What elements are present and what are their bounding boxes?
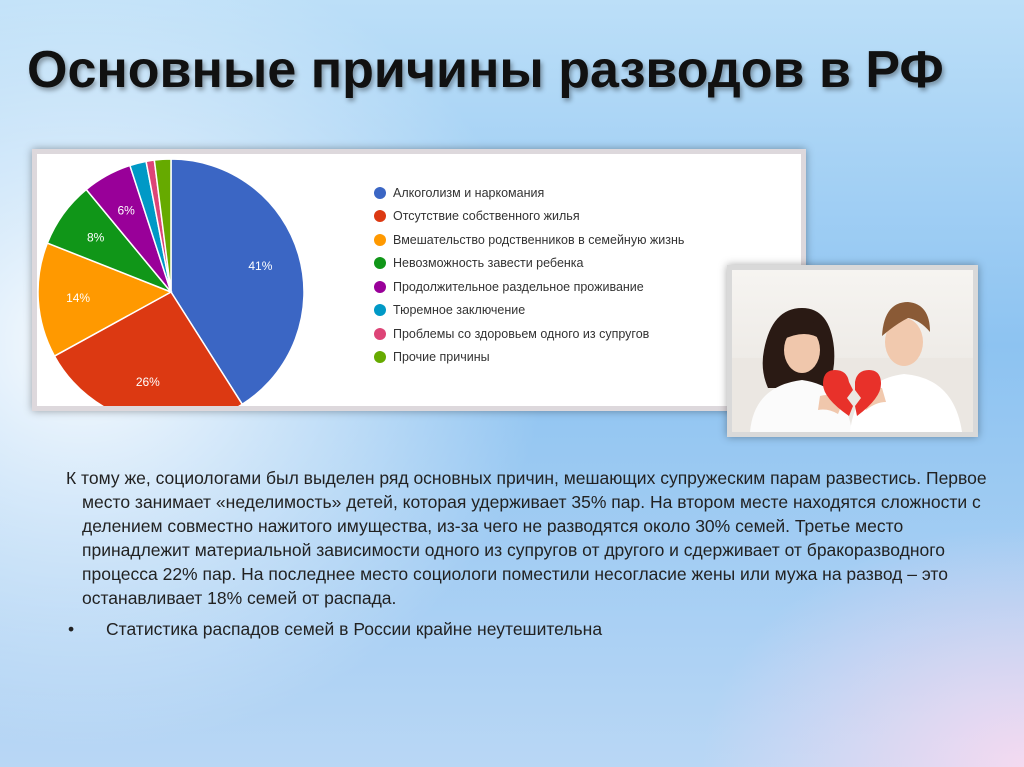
- legend-swatch-6: [374, 304, 386, 316]
- legend-swatch-2: [374, 210, 386, 222]
- legend-label-4: Невозможность завести ребенка: [393, 256, 584, 271]
- legend-swatch-4: [374, 257, 386, 269]
- pie-slice-label-1: 41%: [248, 259, 273, 274]
- couple-photo-illustration: [732, 270, 973, 432]
- legend-swatch-8: [374, 351, 386, 363]
- pie-slice-label-5: 6%: [117, 203, 135, 218]
- legend-item-8: [374, 346, 684, 370]
- legend-item-5: [374, 275, 684, 299]
- legend-item-3: [374, 228, 684, 252]
- legend-swatch-1: [374, 187, 386, 199]
- legend-label-7: Проблемы со здоровьем одного из супругов: [393, 326, 650, 341]
- bullet-item: [66, 617, 996, 641]
- pie-slice-label-3: 14%: [66, 290, 91, 305]
- legend-swatch-3: [374, 234, 386, 246]
- bullet-text: Статистика распадов семей в России крайне неутешительна: [106, 619, 603, 639]
- legend-swatch-5: [374, 281, 386, 293]
- legend-item-2: [374, 205, 684, 229]
- legend-item-4: [374, 252, 684, 276]
- legend-swatch-7: [374, 328, 386, 340]
- legend-item-7: [374, 322, 684, 346]
- legend-label-8: Прочие причины: [393, 350, 490, 365]
- legend-label-5: Продолжительное раздельное проживание: [393, 279, 644, 294]
- legend-label-2: Отсутствие собственного жилья: [393, 209, 580, 224]
- description-paragraph: К тому же, социологами был выделен ряд основных причин, мешающих супружеским парам развестись. Первое место занимает «неделимость» детей, которая удерживает 35% пар. На втором месте находятся сложности с делением совместно нажитого имущества, из-за чего не разводятся около 30% семей. Третье место принадлежит материальной зависимости одного из супругов от другого и сдерживает от бракоразводного процесса 22% пар. На последнее место социологи поместили несогласие жены или мужа на развод – это останавливает 18% семей от распада.: [66, 468, 987, 608]
- chart-legend: [374, 181, 684, 369]
- legend-label-1: Алкоголизм и наркомания: [393, 185, 545, 200]
- pie-slice-label-4: 8%: [87, 230, 105, 245]
- pie-slice-label-2: 26%: [135, 375, 160, 390]
- legend-item-6: [374, 299, 684, 323]
- bullet-marker: •: [68, 619, 75, 639]
- legend-item-1: [374, 181, 684, 205]
- legend-label-6: Тюремное заключение: [393, 303, 526, 318]
- pie-chart-panel: [32, 149, 806, 411]
- couple-photo: [727, 265, 978, 437]
- slide-title: Основные причины разводов в РФ: [27, 41, 944, 99]
- body-text: [66, 466, 996, 641]
- legend-label-3: Вмешательство родственников в семейную жизнь: [393, 232, 685, 247]
